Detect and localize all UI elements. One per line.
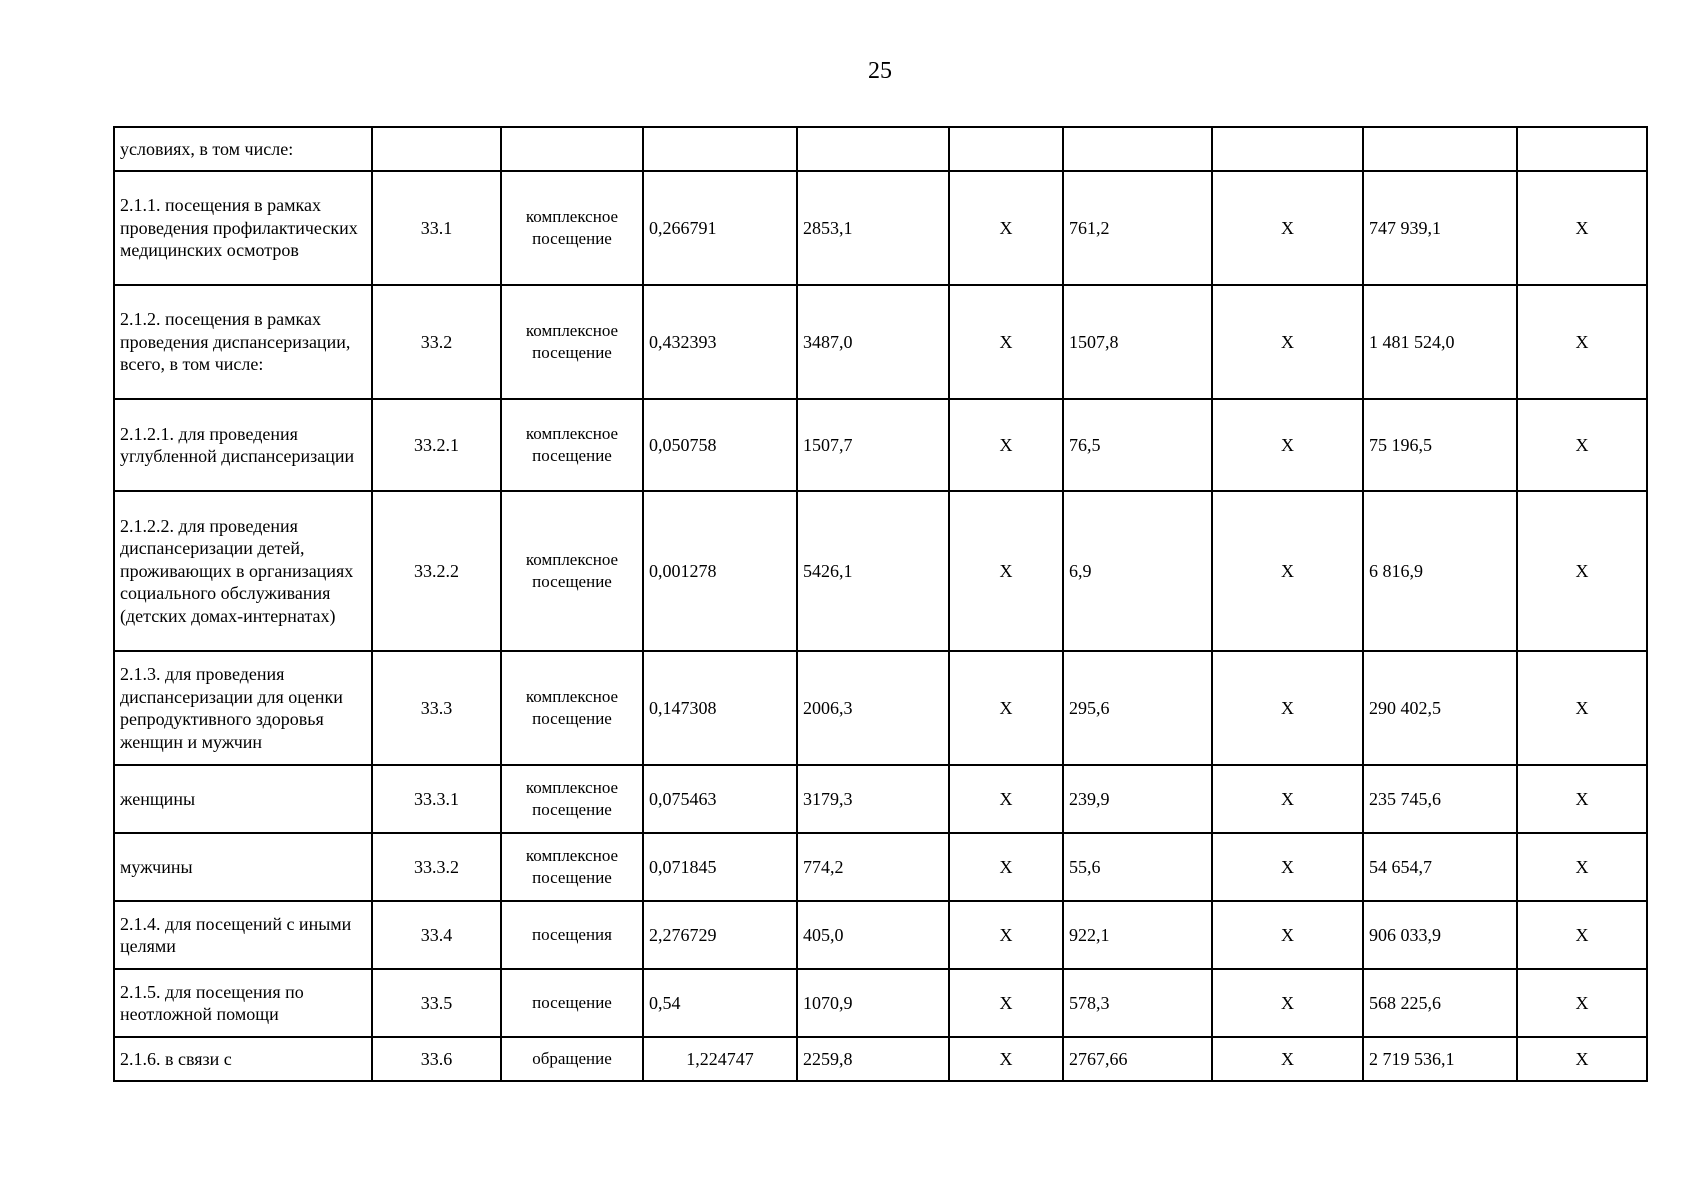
x-mark-cell: X — [1517, 651, 1647, 765]
x-mark-cell: X — [1517, 491, 1647, 651]
table-row — [114, 1037, 1647, 1081]
x-mark-cell: X — [1212, 901, 1363, 969]
x-mark-cell: X — [1212, 969, 1363, 1037]
row-name-cell: 2.1.2.1. для проведения углубленной диспансеризации — [114, 399, 372, 491]
value-cell: 0,071845 — [643, 833, 797, 901]
value-cell: 54 654,7 — [1363, 833, 1517, 901]
row-code-cell: 33.3 — [372, 651, 501, 765]
value-cell: 0,075463 — [643, 765, 797, 833]
table-row — [114, 491, 1647, 651]
value-cell: 2767,66 — [1063, 1037, 1212, 1081]
value-cell: 55,6 — [1063, 833, 1212, 901]
x-mark-cell: X — [1212, 285, 1363, 399]
page-number: 25 — [868, 58, 892, 84]
x-mark-cell: X — [1212, 1037, 1363, 1081]
value-cell: 1070,9 — [797, 969, 949, 1037]
value-cell: 6 816,9 — [1363, 491, 1517, 651]
empty-cell — [1212, 127, 1363, 171]
value-cell: 5426,1 — [797, 491, 949, 651]
x-mark-cell: X — [949, 833, 1063, 901]
x-mark-cell: X — [1212, 171, 1363, 285]
value-cell: 76,5 — [1063, 399, 1212, 491]
value-cell: 3487,0 — [797, 285, 949, 399]
value-cell: 290 402,5 — [1363, 651, 1517, 765]
value-cell: 0,54 — [643, 969, 797, 1037]
empty-cell — [797, 127, 949, 171]
x-mark-cell: X — [949, 399, 1063, 491]
table-row — [114, 651, 1647, 765]
value-cell: 922,1 — [1063, 901, 1212, 969]
value-cell: 0,001278 — [643, 491, 797, 651]
value-cell: 774,2 — [797, 833, 949, 901]
value-cell: 0,050758 — [643, 399, 797, 491]
empty-cell — [1363, 127, 1517, 171]
value-cell: 1 481 524,0 — [1363, 285, 1517, 399]
x-mark-cell: X — [1517, 765, 1647, 833]
row-unit-cell: комплексное посещение — [501, 651, 643, 765]
row-code-cell: 33.2.1 — [372, 399, 501, 491]
row-name-cell: женщины — [114, 765, 372, 833]
x-mark-cell: X — [949, 1037, 1063, 1081]
row-name-cell: 2.1.2. посещения в рамках проведения диспансеризации, всего, в том числе: — [114, 285, 372, 399]
row-name-cell: условиях, в том числе: — [114, 127, 372, 171]
row-code-cell: 33.5 — [372, 969, 501, 1037]
value-cell: 2,276729 — [643, 901, 797, 969]
x-mark-cell: X — [949, 765, 1063, 833]
x-mark-cell: X — [949, 969, 1063, 1037]
value-cell: 1507,8 — [1063, 285, 1212, 399]
empty-cell — [1063, 127, 1212, 171]
value-cell: 0,266791 — [643, 171, 797, 285]
value-cell: 405,0 — [797, 901, 949, 969]
row-unit-cell: комплексное посещение — [501, 491, 643, 651]
table-row — [114, 171, 1647, 285]
x-mark-cell: X — [1517, 969, 1647, 1037]
empty-cell — [372, 127, 501, 171]
value-cell: 2853,1 — [797, 171, 949, 285]
value-cell: 3179,3 — [797, 765, 949, 833]
row-name-cell: 2.1.5. для посещения по неотложной помощи — [114, 969, 372, 1037]
x-mark-cell: X — [1212, 399, 1363, 491]
value-cell: 2006,3 — [797, 651, 949, 765]
data-table — [113, 126, 1648, 1082]
value-cell: 0,432393 — [643, 285, 797, 399]
x-mark-cell: X — [1517, 1037, 1647, 1081]
table-row — [114, 969, 1647, 1037]
value-cell: 2 719 536,1 — [1363, 1037, 1517, 1081]
row-code-cell: 33.3.2 — [372, 833, 501, 901]
table-row — [114, 285, 1647, 399]
row-code-cell: 33.2 — [372, 285, 501, 399]
table-row — [114, 833, 1647, 901]
x-mark-cell: X — [1212, 765, 1363, 833]
row-unit-cell: комплексное посещение — [501, 399, 643, 491]
x-mark-cell: X — [949, 651, 1063, 765]
value-cell: 1,224747 — [643, 1037, 797, 1081]
row-unit-cell: комплексное посещение — [501, 171, 643, 285]
value-cell: 235 745,6 — [1363, 765, 1517, 833]
table-row — [114, 127, 1647, 171]
value-cell: 568 225,6 — [1363, 969, 1517, 1037]
x-mark-cell: X — [949, 171, 1063, 285]
empty-cell — [501, 127, 643, 171]
row-name-cell: мужчины — [114, 833, 372, 901]
row-unit-cell: посещение — [501, 969, 643, 1037]
row-unit-cell: посещения — [501, 901, 643, 969]
row-unit-cell: комплексное посещение — [501, 285, 643, 399]
x-mark-cell: X — [949, 491, 1063, 651]
x-mark-cell: X — [949, 285, 1063, 399]
value-cell: 0,147308 — [643, 651, 797, 765]
row-code-cell: 33.3.1 — [372, 765, 501, 833]
value-cell: 2259,8 — [797, 1037, 949, 1081]
row-code-cell: 33.1 — [372, 171, 501, 285]
x-mark-cell: X — [1517, 901, 1647, 969]
value-cell: 75 196,5 — [1363, 399, 1517, 491]
x-mark-cell: X — [1517, 399, 1647, 491]
empty-cell — [949, 127, 1063, 171]
value-cell: 578,3 — [1063, 969, 1212, 1037]
row-code-cell: 33.6 — [372, 1037, 501, 1081]
value-cell: 906 033,9 — [1363, 901, 1517, 969]
table-row — [114, 901, 1647, 969]
value-cell: 761,2 — [1063, 171, 1212, 285]
table-row — [114, 399, 1647, 491]
value-cell: 239,9 — [1063, 765, 1212, 833]
x-mark-cell: X — [1212, 651, 1363, 765]
value-cell: 747 939,1 — [1363, 171, 1517, 285]
value-cell: 1507,7 — [797, 399, 949, 491]
row-code-cell: 33.2.2 — [372, 491, 501, 651]
x-mark-cell: X — [949, 901, 1063, 969]
x-mark-cell: X — [1212, 833, 1363, 901]
row-name-cell: 2.1.2.2. для проведения диспансеризации детей, проживающих в организациях социального обслуживания (детских домах-интернатах) — [114, 491, 372, 651]
x-mark-cell: X — [1517, 833, 1647, 901]
row-unit-cell: комплексное посещение — [501, 765, 643, 833]
x-mark-cell: X — [1517, 285, 1647, 399]
empty-cell — [643, 127, 797, 171]
value-cell: 6,9 — [1063, 491, 1212, 651]
x-mark-cell: X — [1517, 171, 1647, 285]
row-unit-cell: комплексное посещение — [501, 833, 643, 901]
row-name-cell: 2.1.1. посещения в рамках проведения профилактических медицинских осмотров — [114, 171, 372, 285]
row-name-cell: 2.1.6. в связи с — [114, 1037, 372, 1081]
value-cell: 295,6 — [1063, 651, 1212, 765]
x-mark-cell: X — [1212, 491, 1363, 651]
table-row — [114, 765, 1647, 833]
row-unit-cell: обращение — [501, 1037, 643, 1081]
row-name-cell: 2.1.3. для проведения диспансеризации для оценки репродуктивного здоровья женщин и мужчин — [114, 651, 372, 765]
row-name-cell: 2.1.4. для посещений с иными целями — [114, 901, 372, 969]
row-code-cell: 33.4 — [372, 901, 501, 969]
empty-cell — [1517, 127, 1647, 171]
